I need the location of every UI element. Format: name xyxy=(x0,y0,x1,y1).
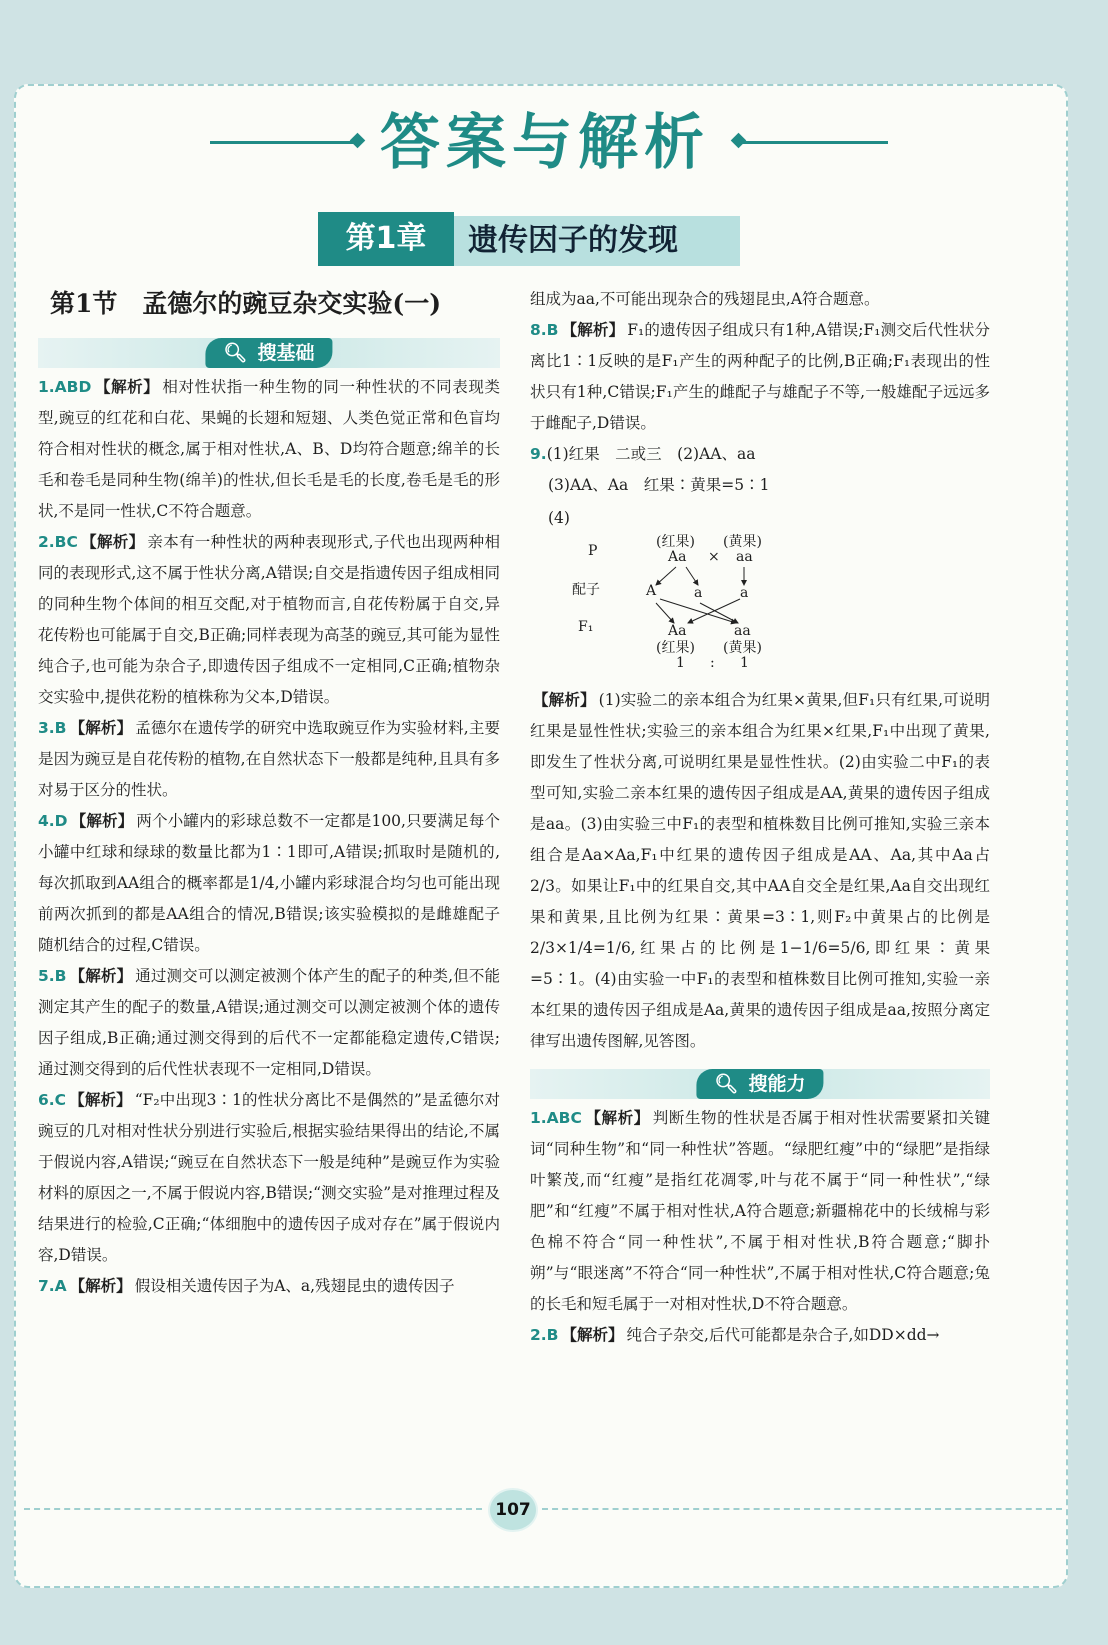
parent-aa-hom: aa xyxy=(736,549,753,565)
gamete-A: A xyxy=(646,583,657,599)
footer-rule-left xyxy=(24,1508,482,1510)
ability-pill xyxy=(696,1069,823,1099)
answer-text: F₁的遗传因子组成只有1种,A错误;F₁测交后代性状分离比1∶1反映的是F₁产生的两种配子的比例,B正确;F₁表现出的性状只有1种,C错误;F₁产生的雌配子与雄配子不等,一般雄配子远远多于雌配子,D错误。 xyxy=(530,321,990,432)
analysis-tag: 【解析】 xyxy=(70,812,134,830)
basic-label: 搜基础 xyxy=(257,342,315,364)
ratio-left: 1 xyxy=(676,655,685,671)
answer-text: (1)红果 二或三 (2)AA、aa xyxy=(546,445,756,463)
offspring-aa-het: Aa xyxy=(668,623,687,639)
answer-5 xyxy=(38,961,500,1085)
analysis-tag: 【解析】 xyxy=(561,321,625,339)
header-rule-left xyxy=(210,141,358,144)
ability-label: 搜能力 xyxy=(748,1073,806,1095)
answer-number: 5.B xyxy=(38,967,67,985)
answer-text: 判断生物的性状是否属于相对性状需要紧扣关键词“同种生物”和“同一种性状”答题。“绿肥红瘦”中的“绿肥”是指绿叶繁茂,而“红瘦”是指红花凋零,叶与花不属于“同一种性状”,“绿肥”和“红瘦”不属于相对性状,A符合题意;新疆棉花中的长绒棉与彩色棉不符合“同一种性状”,不属于相对性状,B符合题意;“脚扑朔”与“眼迷离”不符合“同一种性状”,不属于相对性状,C符合题意;兔的长毛和短毛属于一对相对性状,D不符合题意。 xyxy=(530,1109,990,1313)
answer-text: 假设相关遗传因子为A、a,残翅昆虫的遗传因子 xyxy=(134,1277,455,1295)
answer-number: 3.B xyxy=(38,719,67,737)
chapter-banner xyxy=(318,216,740,266)
answer-number: 1.ABD xyxy=(38,378,92,396)
ability-answer-1 xyxy=(530,1103,990,1320)
analysis-tag: 【解析】 xyxy=(69,1091,132,1109)
left-column xyxy=(38,284,500,1302)
right-column xyxy=(530,284,990,1351)
answer-9-line1 xyxy=(530,439,990,470)
answer-number: 4.D xyxy=(38,812,68,830)
parent-red-label: (红果) xyxy=(656,534,695,550)
answer-7-continued: 组成为aa,不可能出现杂合的残翅昆虫,A符合题意。 xyxy=(530,290,880,308)
answer-text: 通过测交可以测定被测个体产生的配子的种类,但不能测定其产生的配子的数量,A错误;通过测交可以测定被测个体的遗传因子组成,B正确;通过测交得到的后代不一定都能稳定遗传,C错误;通过测交得到的后代性状表现不一定相同,D错误。 xyxy=(38,967,500,1078)
answer-8 xyxy=(530,315,990,439)
analysis-tag: 【解析】 xyxy=(561,1326,624,1344)
genetic-diagram xyxy=(548,531,990,679)
gamete-label: 配子 xyxy=(572,582,600,598)
answer-text: 亲本有一种性状的两种表现形式,子代也出现两种相同的表现形式,这不属于性状分离,A错误;自交是指遗传因子组成相同的同种生物个体间的相互交配,对于植物而言,自花传粉属于自交,异花传粉也可能属于自交,B正确;同样表现为高茎的豌豆,其可能为显性纯合子,也可能为杂合子,即遗传因子组成不一定相同,C正确;植物杂交实验中,提供花粉的植株称为父本,D错误。 xyxy=(38,533,500,706)
answer-text: “F₂中出现3∶1的性状分离比不是偶然的”是孟德尔对豌豆的几对相对性状分别进行实验后,根据实验结果得出的结论,不属于假说内容,A错误;“豌豆在自然状态下一般是纯种”是豌豆作为实验材料的原因之一,不属于假说内容,B错误;“测交实验”是对推理过程及结果进行的检验,C正确;“体细胞中的遗传因子成对存在”属于假说内容,D错误。 xyxy=(38,1091,500,1264)
answer-number: 6.C xyxy=(38,1091,67,1109)
gamete-a-2: a xyxy=(740,585,749,601)
parent-aa-het: Aa xyxy=(668,549,687,565)
answer-number: 1.ABC xyxy=(530,1109,582,1127)
analysis-tag: 【解析】 xyxy=(584,1109,650,1127)
analysis-tag: 【解析】 xyxy=(80,533,145,551)
answer-1 xyxy=(38,372,500,527)
section-title: 第1节 孟德尔的豌豆杂交实验(一) xyxy=(50,289,442,318)
ability-answer-2 xyxy=(530,1320,990,1351)
page-header xyxy=(0,108,1108,178)
analysis-tag: 【解析】 xyxy=(94,378,160,396)
header-rule-right xyxy=(738,141,888,144)
ratio-right: 1 xyxy=(740,655,749,671)
chapter-title: 遗传因子的发现 xyxy=(468,223,678,258)
generation-p: P xyxy=(588,543,598,559)
cross-symbol: × xyxy=(708,549,720,565)
offspring-red-label: (红果) xyxy=(656,640,695,656)
ability-bar xyxy=(530,1069,990,1099)
basic-bar xyxy=(38,338,500,368)
gamete-a-1: a xyxy=(694,585,703,601)
analysis-tag: 【解析】 xyxy=(69,967,133,985)
answer-number: 7.A xyxy=(38,1277,67,1295)
page-number: 107 xyxy=(488,1488,538,1532)
ratio-colon: : xyxy=(710,655,715,671)
parent-yellow-label: (黄果) xyxy=(723,534,762,550)
offspring-yellow-label: (黄果) xyxy=(723,640,762,656)
page-footer xyxy=(0,1488,1108,1530)
answer-text: 纯合子杂交,后代可能都是杂合子,如DD×dd→ xyxy=(626,1326,940,1344)
search-icon: 🔍︎ xyxy=(223,342,248,364)
answer-text: 孟德尔在遗传学的研究中选取豌豆作为实验材料,主要是因为豌豆是自花传粉的植物,在自然状态下一般都是纯种,且具有多对易于区分的性状。 xyxy=(38,719,500,799)
basic-pill xyxy=(205,338,332,368)
answer-4 xyxy=(38,806,500,961)
offspring-aa-hom: aa xyxy=(734,623,751,639)
footer-rule-right xyxy=(542,1508,1062,1510)
answer-number: 8.B xyxy=(530,321,559,339)
answer-text: 相对性状指一种生物的同一种性状的不同表现类型,豌豆的红花和白花、果蝇的长翅和短翅、人类色觉正常和色盲均符合相对性状的概念,属于相对性状,A、B、D均符合题意;绵羊的长毛和卷毛是同种生物(绵羊)的性状,但长毛是毛的长度,卷毛是毛的形状,不是同一性状,C不符合题意。 xyxy=(38,378,500,520)
answer-2 xyxy=(38,527,500,713)
generation-f1: F₁ xyxy=(578,619,594,635)
answer-7 xyxy=(38,1271,500,1302)
answer-number: 2.B xyxy=(530,1326,559,1344)
answer-9-line3: (4) xyxy=(548,509,570,527)
answer-text: 两个小罐内的彩球总数不一定都是100,只要满足每个小罐中红球和绿球的数量比都为1∶1即可,A错误;抓取时是随机的,每次抓取到AA组合的概率都是1/4,小罐内彩球混合均匀也可能出现前两次抓到的都是AA组合的情况,B错误;该实验模拟的是雌雄配子随机结合的过程,C错误。 xyxy=(38,812,500,954)
answer-9-analysis xyxy=(530,685,990,1057)
answer-number: 9. xyxy=(530,445,547,463)
analysis-tag: 【解析】 xyxy=(69,719,133,737)
answer-number: 2.BC xyxy=(38,533,78,551)
answer-3 xyxy=(38,713,500,806)
page-title: 答案与解析 xyxy=(380,108,710,178)
chapter-number: 第1章 xyxy=(318,212,454,266)
search-icon: 🔍︎ xyxy=(714,1073,739,1095)
answer-9-line2: (3)AA、Aa 红果∶黄果=5∶1 xyxy=(548,476,770,494)
answer-6 xyxy=(38,1085,500,1271)
analysis-tag: 【解析】 xyxy=(533,691,596,709)
answer-text: (1)实验二的亲本组合为红果×黄果,但F₁只有红果,可说明红果是显性性状;实验三的亲本组合为红果×红果,F₁中出现了黄果,即发生了性状分离,可说明红果是显性性状。(2)由实验二中F₁的表型可知,实验二亲本红果的遗传因子组成是AA,黄果的遗传因子组成是aa。(3)由实验三中F₁的表型和植株数目比例可推知,实验三亲本组合是Aa×Aa,F₁中红果的遗传因子组成是AA、Aa,其中Aa占2/3。如果让F₁中的红果自交,其中AA自交全是红果,Aa自交出现红果和黄果,且比例为红果∶黄果=3∶1,则F₂中黄果占的比例是2/3×1/4=1/6,红果占的比例是1−1/6=5/6,即红果∶黄果=5∶1。(4)由实验一中F₁的表型和植株数目比例可推知,实验一亲本红果的遗传因子组成是Aa,黄果的遗传因子组成是aa,按照分离定律写出遗传图解,见答图。 xyxy=(530,691,990,1050)
analysis-tag: 【解析】 xyxy=(69,1277,132,1295)
